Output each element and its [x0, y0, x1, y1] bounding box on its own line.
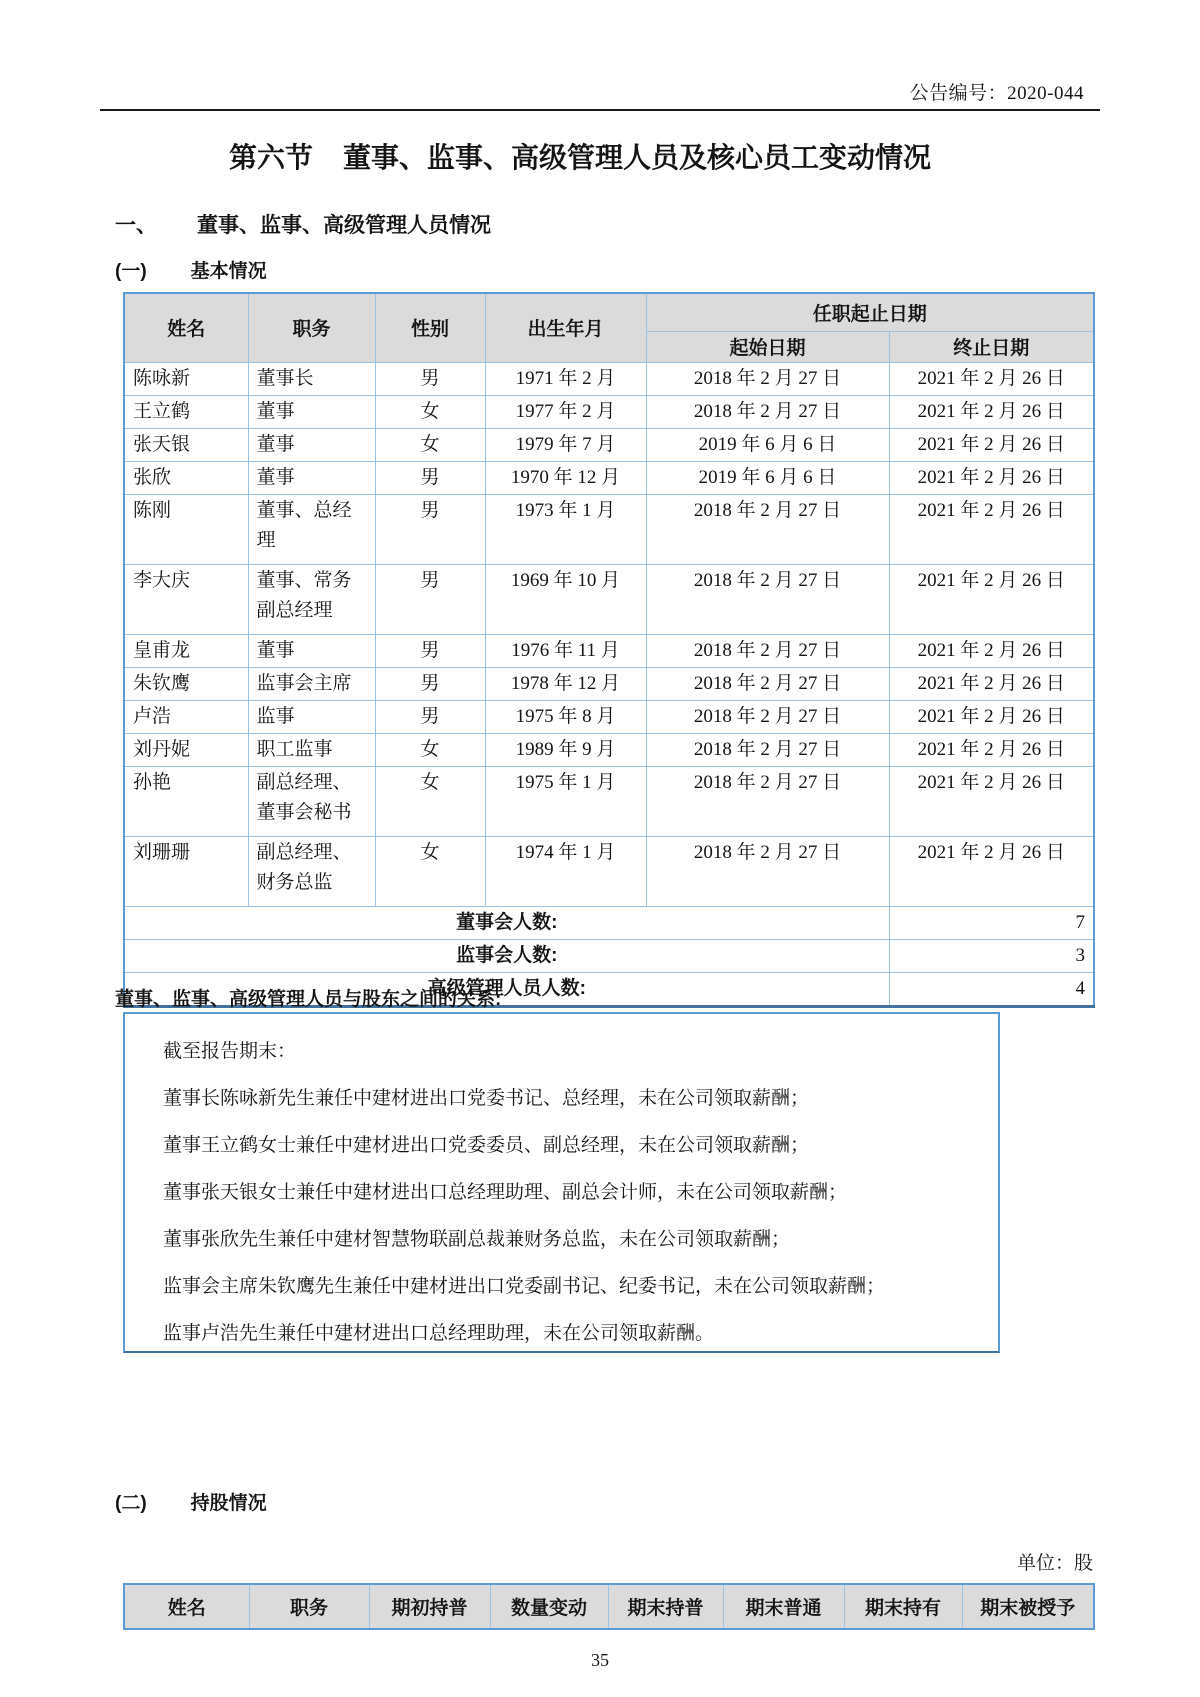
heading-holdings-number: (二): [115, 1493, 147, 1514]
table-row: [124, 634, 1094, 667]
holdings-table: [123, 1583, 1095, 1630]
cell-start-date: 2019 年 6 月 6 日: [646, 428, 889, 461]
col-header-closing-granted: 期末被授予: [962, 1584, 1094, 1629]
heading-holdings-text: 持股情况: [190, 1493, 267, 1514]
col-header-closing-held: 期末持有: [844, 1584, 962, 1629]
summary-row-supervisor-count: [124, 939, 1094, 972]
summary-value: 3: [889, 939, 1094, 972]
page-title-section: 第六节: [228, 142, 313, 173]
basic-info-table: [123, 292, 1095, 1008]
cell-birth: 1989 年 9 月: [485, 733, 646, 766]
cell-position: 副总经理、董事会秘书: [248, 766, 375, 836]
cell-name: 刘丹妮: [124, 733, 248, 766]
cell-name: 朱钦鹰: [124, 667, 248, 700]
cell-position: 监事: [248, 700, 375, 733]
cell-name: 张欣: [124, 461, 248, 494]
table-row: [124, 395, 1094, 428]
heading-basic-info: [115, 256, 267, 283]
cell-position: 董事、总经理: [248, 494, 375, 564]
cell-start-date: 2018 年 2 月 27 日: [646, 836, 889, 906]
col-header-end-date: 终止日期: [889, 331, 1094, 362]
cell-start-date: 2018 年 2 月 27 日: [646, 733, 889, 766]
col-header-closing-ordinary: 期末普通: [723, 1584, 844, 1629]
cell-start-date: 2018 年 2 月 27 日: [646, 667, 889, 700]
cell-position: 监事会主席: [248, 667, 375, 700]
cell-position: 职工监事: [248, 733, 375, 766]
heading-holdings: [115, 1488, 267, 1515]
cell-end-date: 2021 年 2 月 26 日: [889, 461, 1094, 494]
cell-birth: 1975 年 1 月: [485, 766, 646, 836]
cell-end-date: 2021 年 2 月 26 日: [889, 428, 1094, 461]
cell-start-date: 2018 年 2 月 27 日: [646, 494, 889, 564]
heading-main: [115, 209, 491, 239]
col-header-position: 职务: [248, 293, 375, 362]
relations-paragraph: 监事会主席朱钦鹰先生兼任中建材进出口党委副书记、纪委书记，未在公司领取薪酬；: [163, 1276, 886, 1297]
col-header-name: 姓名: [124, 293, 248, 362]
table-header-row: [124, 293, 1094, 331]
cell-birth: 1976 年 11 月: [485, 634, 646, 667]
table-row: [124, 494, 1094, 564]
cell-gender: 男: [375, 667, 485, 700]
cell-gender: 女: [375, 428, 485, 461]
table-row: [124, 733, 1094, 766]
col-header-change: 数量变动: [490, 1584, 608, 1629]
relations-paragraph: 董事张欣先生兼任中建材智慧物联副总裁兼财务总监，未在公司领取薪酬；: [163, 1229, 791, 1250]
cell-name: 李大庆: [124, 564, 248, 634]
cell-position: 董事: [248, 634, 375, 667]
page-title-text: 董事、监事、高级管理人员及核心员工变动情况: [343, 142, 932, 173]
cell-position: 董事长: [248, 362, 375, 395]
relations-paragraph: 董事长陈咏新先生兼任中建材进出口党委书记、总经理，未在公司领取薪酬；: [163, 1088, 810, 1109]
cell-name: 孙艳: [124, 766, 248, 836]
table-row: [124, 766, 1094, 836]
cell-start-date: 2018 年 2 月 27 日: [646, 700, 889, 733]
cell-gender: 女: [375, 836, 485, 906]
relations-paragraph: 截至报告期末：: [163, 1041, 297, 1062]
cell-birth: 1969 年 10 月: [485, 564, 646, 634]
cell-end-date: 2021 年 2 月 26 日: [889, 836, 1094, 906]
cell-name: 王立鹤: [124, 395, 248, 428]
cell-start-date: 2018 年 2 月 27 日: [646, 634, 889, 667]
cell-end-date: 2021 年 2 月 26 日: [889, 667, 1094, 700]
heading-main-number: 一、: [115, 214, 157, 237]
cell-start-date: 2018 年 2 月 27 日: [646, 766, 889, 836]
cell-position: 董事: [248, 428, 375, 461]
cell-gender: 女: [375, 766, 485, 836]
cell-end-date: 2021 年 2 月 26 日: [889, 395, 1094, 428]
summary-value: 4: [889, 972, 1094, 1006]
cell-start-date: 2018 年 2 月 27 日: [646, 564, 889, 634]
table-row: [124, 461, 1094, 494]
cell-gender: 男: [375, 461, 485, 494]
cell-end-date: 2021 年 2 月 26 日: [889, 362, 1094, 395]
summary-value: 7: [889, 906, 1094, 939]
holdings-header-row: [124, 1584, 1094, 1629]
col-header-opening-shares: 期初持普: [369, 1584, 490, 1629]
cell-position: 董事、常务副总经理: [248, 564, 375, 634]
heading-main-text: 董事、监事、高级管理人员情况: [197, 214, 491, 237]
cell-birth: 1975 年 8 月: [485, 700, 646, 733]
col-header-start-date: 起始日期: [646, 331, 889, 362]
cell-gender: 男: [375, 362, 485, 395]
table-row: [124, 667, 1094, 700]
cell-birth: 1973 年 1 月: [485, 494, 646, 564]
col-header-closing-shares: 期末持普: [608, 1584, 723, 1629]
summary-label: 监事会人数:: [124, 939, 889, 972]
cell-gender: 男: [375, 700, 485, 733]
cell-end-date: 2021 年 2 月 26 日: [889, 564, 1094, 634]
col-header-name: 姓名: [124, 1584, 249, 1629]
cell-name: 卢浩: [124, 700, 248, 733]
cell-birth: 1978 年 12 月: [485, 667, 646, 700]
cell-name: 陈咏新: [124, 362, 248, 395]
relations-paragraph: 监事卢浩先生兼任中建材进出口总经理助理，未在公司领取薪酬。: [163, 1323, 715, 1344]
cell-gender: 女: [375, 395, 485, 428]
cell-position: 董事: [248, 395, 375, 428]
cell-birth: 1970 年 12 月: [485, 461, 646, 494]
table-row: [124, 564, 1094, 634]
col-header-gender: 性别: [375, 293, 485, 362]
relations-heading: 董事、监事、高级管理人员与股东之间的关系:: [115, 989, 502, 1010]
relations-box: [123, 1012, 1000, 1353]
heading-basic-text: 基本情况: [190, 261, 267, 282]
cell-gender: 女: [375, 733, 485, 766]
page-number: 35: [591, 1650, 609, 1670]
relations-paragraph: 董事张天银女士兼任中建材进出口总经理助理、副总会计师，未在公司领取薪酬；: [163, 1182, 848, 1203]
table-row: [124, 836, 1094, 906]
header-rule: [100, 109, 1100, 111]
summary-label: 董事会人数:: [124, 906, 889, 939]
col-header-birth: 出生年月: [485, 293, 646, 362]
cell-start-date: 2018 年 2 月 27 日: [646, 395, 889, 428]
summary-label: 高级管理人员人数:: [124, 972, 889, 1006]
cell-end-date: 2021 年 2 月 26 日: [889, 634, 1094, 667]
cell-name: 刘珊珊: [124, 836, 248, 906]
cell-birth: 1979 年 7 月: [485, 428, 646, 461]
table-row: [124, 700, 1094, 733]
cell-end-date: 2021 年 2 月 26 日: [889, 494, 1094, 564]
notice-number: 公告编号：2020-044: [909, 83, 1084, 104]
col-header-tenure: 任职起止日期: [646, 293, 1094, 331]
cell-position: 董事: [248, 461, 375, 494]
cell-end-date: 2021 年 2 月 26 日: [889, 766, 1094, 836]
col-header-position: 职务: [249, 1584, 369, 1629]
cell-name: 张天银: [124, 428, 248, 461]
table-row: [124, 362, 1094, 395]
unit-label: 单位：股: [1016, 1553, 1093, 1574]
cell-gender: 男: [375, 494, 485, 564]
cell-start-date: 2019 年 6 月 6 日: [646, 461, 889, 494]
cell-position: 副总经理、财务总监: [248, 836, 375, 906]
cell-birth: 1974 年 1 月: [485, 836, 646, 906]
cell-name: 陈刚: [124, 494, 248, 564]
cell-gender: 男: [375, 634, 485, 667]
cell-end-date: 2021 年 2 月 26 日: [889, 700, 1094, 733]
heading-basic-number: (一): [115, 261, 147, 282]
table-row: [124, 428, 1094, 461]
cell-name: 皇甫龙: [124, 634, 248, 667]
cell-start-date: 2018 年 2 月 27 日: [646, 362, 889, 395]
page-title: [60, 136, 1100, 176]
cell-birth: 1971 年 2 月: [485, 362, 646, 395]
cell-birth: 1977 年 2 月: [485, 395, 646, 428]
relations-paragraph: 董事王立鹤女士兼任中建材进出口党委委员、副总经理，未在公司领取薪酬；: [163, 1135, 810, 1156]
cell-end-date: 2021 年 2 月 26 日: [889, 733, 1094, 766]
cell-gender: 男: [375, 564, 485, 634]
summary-row-board-count: [124, 906, 1094, 939]
